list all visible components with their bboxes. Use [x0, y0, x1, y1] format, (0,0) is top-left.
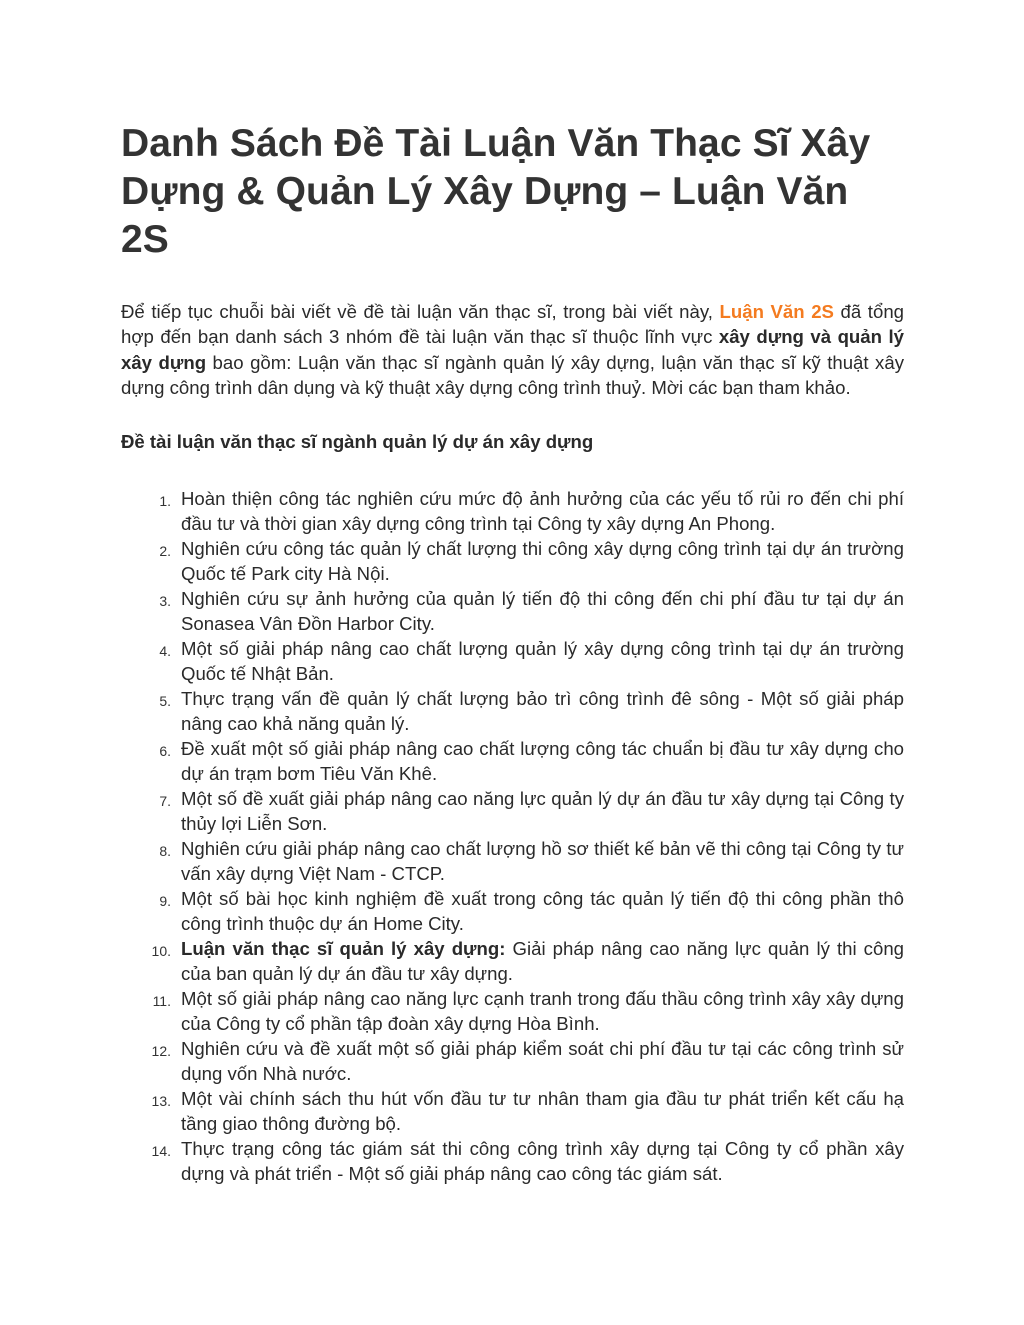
list-item — [121, 636, 904, 686]
list-item-text: Hoàn thiện công tác nghiên cứu mức độ ảnh hưởng của các yếu tố rủi ro đến chi phí đầu tư và thời gian xây dựng công trình tại Công ty xây dựng An Phong. — [181, 487, 904, 534]
list-item-number: 6. — [159, 742, 171, 759]
list-item-number: 3. — [159, 592, 171, 609]
list-item — [121, 736, 904, 786]
list-item-text: Nghiên cứu sự ảnh hưởng của quản lý tiến độ thi công đến chi phí đầu tư tại dự án Sonasea Vân Đồn Harbor City. — [181, 587, 904, 634]
document-page — [121, 120, 904, 1186]
list-item-number: 5. — [159, 692, 171, 709]
list-item-text: Một vài chính sách thu hút vốn đầu tư tư nhân tham gia đầu tư phát triển kết cấu hạ tầng giao thông đường bộ. — [181, 1087, 904, 1134]
list-item — [121, 1136, 904, 1186]
list-item-number: 7. — [159, 792, 171, 809]
intro-bold-field: xây dựng và quản lý xây dựng — [121, 326, 904, 373]
list-item-lead: Luận văn thạc sĩ quản lý xây dựng: — [181, 937, 506, 959]
list-item — [121, 486, 904, 536]
topic-list — [121, 486, 904, 1186]
list-item — [121, 836, 904, 886]
list-item — [121, 586, 904, 636]
intro-text-3: bao gồm: Luận văn thạc sĩ ngành quản lý xây dựng, luận văn thạc sĩ kỹ thuật xây dựng công trình dân dụng và kỹ thuật xây dựng công trình thuỷ. Mời các bạn tham khảo. — [121, 351, 904, 399]
list-item-text: Một số bài học kinh nghiệm đề xuất trong công tác quản lý tiến độ thi công phần thô công trình thuộc dự án Home City. — [181, 887, 904, 934]
list-item-text: Giải pháp nâng cao năng lực quản lý thi công của ban quản lý dự án đầu tư xây dựng. — [181, 937, 905, 984]
list-item-number: 10. — [151, 942, 171, 959]
list-item — [121, 686, 904, 736]
list-item-text: Nghiên cứu giải pháp nâng cao chất lượng hồ sơ thiết kế bản vẽ thi công tại Công ty tư vấn xây dựng Việt Nam - CTCP. — [181, 837, 904, 884]
list-item — [121, 1086, 904, 1136]
list-item-number: 14. — [151, 1142, 171, 1159]
section-heading: Đề tài luận văn thạc sĩ ngành quản lý dự án xây dựng — [121, 430, 594, 452]
list-item-text: Một số đề xuất giải pháp nâng cao năng lực quản lý dự án đầu tư xây dựng tại Công ty thủy lợi Liễn Sơn. — [181, 787, 904, 834]
list-item-text: Thực trạng vấn đề quản lý chất lượng bảo trì công trình đê sông - Một số giải pháp nâng cao khả năng quản lý. — [181, 687, 904, 734]
list-item-number: 11. — [152, 992, 171, 1009]
intro-text-2: đã tổng hợp đến bạn danh sách 3 nhóm đề tài luận văn thạc sĩ thuộc lĩnh vực — [121, 301, 905, 348]
list-item-text: Thực trạng công tác giám sát thi công công trình xây dựng tại Công ty cổ phần xây dựng và phát triển - Một số giải pháp nâng cao công tác giám sát. — [181, 1137, 904, 1184]
list-item-number: 1. — [159, 492, 171, 509]
list-item-number: 8. — [159, 842, 171, 859]
page-title: Danh Sách Đề Tài Luận Văn Thạc Sĩ Xây Dựng & Quản Lý Xây Dựng – Luận Văn 2S — [121, 122, 871, 261]
intro-text-1: Để tiếp tục chuỗi bài viết về đề tài luận văn thạc sĩ, trong bài viết này, — [121, 301, 720, 322]
list-item — [121, 936, 904, 986]
list-item-text: Nghiên cứu và đề xuất một số giải pháp kiểm soát chi phí đầu tư tại các công trình sử dụng vốn Nhà nước. — [181, 1037, 904, 1084]
list-item-number: 4. — [159, 642, 171, 659]
brand-name: Luận Văn 2S — [719, 301, 834, 322]
list-item-number: 13. — [151, 1092, 171, 1109]
list-item-number: 2. — [159, 542, 171, 559]
list-item-number: 12. — [151, 1042, 171, 1059]
list-item-text: Đề xuất một số giải pháp nâng cao chất lượng công tác chuẩn bị đầu tư xây dựng cho dự án trạm bơm Tiêu Văn Khê. — [181, 737, 904, 784]
list-item-text: Một số giải pháp nâng cao năng lực cạnh tranh trong đấu thầu công trình xây xây dựng của Công ty cổ phần tập đoàn xây dựng Hòa Bình. — [181, 987, 904, 1034]
list-item — [121, 1036, 904, 1086]
list-item — [121, 986, 904, 1036]
list-item-text: Nghiên cứu công tác quản lý chất lượng thi công xây dựng công trình tại dự án trường Quốc tế Park city Hà Nội. — [181, 537, 904, 584]
list-item — [121, 786, 904, 836]
list-item-text: Một số giải pháp nâng cao chất lượng quản lý xây dựng công trình tại dự án trường Quốc tế Nhật Bản. — [181, 637, 904, 684]
list-item-number: 9. — [159, 892, 171, 909]
list-item — [121, 536, 904, 586]
list-item — [121, 886, 904, 936]
intro-paragraph — [121, 299, 904, 401]
